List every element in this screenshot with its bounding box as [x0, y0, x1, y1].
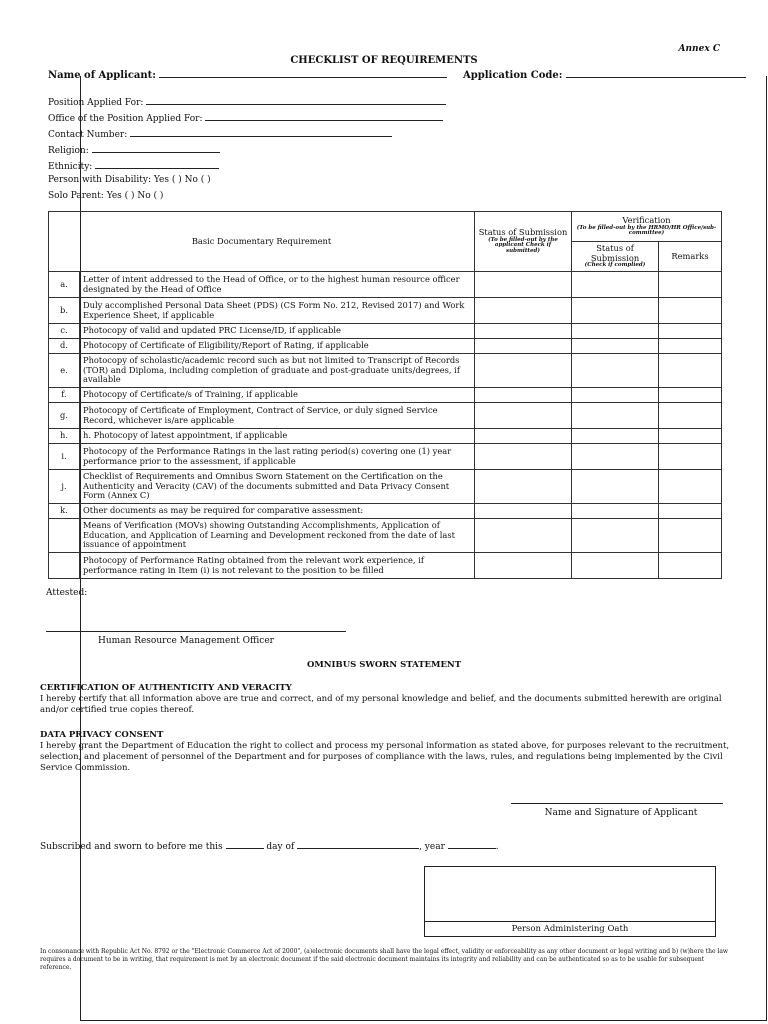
remarks-cell[interactable] [659, 324, 722, 339]
status-cell[interactable] [475, 553, 572, 579]
header-verification [572, 212, 722, 242]
header-remarks: Remarks [659, 242, 722, 272]
remarks-cell[interactable] [659, 339, 722, 354]
row-letter: e. [49, 354, 80, 388]
row-letter: j. [49, 470, 80, 504]
remarks-cell[interactable] [659, 519, 722, 553]
table-row [49, 339, 722, 354]
table-row [49, 519, 722, 553]
cav-title: CERTIFICATION OF AUTHENTICITY AND VERACITY [40, 683, 292, 693]
status-cell[interactable] [475, 519, 572, 553]
day-input[interactable] [226, 839, 264, 849]
status-cell[interactable] [475, 403, 572, 429]
table-row [49, 298, 722, 324]
status-cell[interactable] [475, 388, 572, 403]
footnote: In consonance with Republic Act No. 8792 or the "Electronic Commerce Act of 2000", (a)electronic documents shall have the legal effect, validity or enforceability as any other document or legal writing and b) (w)here the law requires a document to be in writing, that requirement is met by an electronic document if the said electronic document maintains its integrity and reliability and can be authenticated so as to be usable for subsequent reference. [40, 948, 729, 971]
subscribed-text: day of [266, 842, 295, 852]
verification-cell[interactable] [572, 298, 659, 324]
applicant-name-label: Name of Applicant: [48, 70, 156, 81]
table-row [49, 388, 722, 403]
table-row [49, 272, 722, 298]
application-code-label: Application Code: [463, 70, 563, 81]
verification-cell[interactable] [572, 429, 659, 444]
status-cell[interactable] [475, 444, 572, 470]
row-letter: g. [49, 403, 80, 429]
verification-cell[interactable] [572, 403, 659, 429]
application-code-row [463, 68, 746, 81]
annex-label: Annex C [678, 44, 720, 54]
table-row [49, 324, 722, 339]
status-cell[interactable] [475, 298, 572, 324]
applicant-signature-line[interactable] [511, 803, 723, 804]
ethnicity-input[interactable] [95, 159, 219, 169]
table-header-row [49, 212, 722, 242]
header-status [475, 212, 572, 272]
application-code-field[interactable] [566, 68, 746, 78]
remarks-cell[interactable] [659, 272, 722, 298]
page-title: CHECKLIST OF REQUIREMENTS [290, 55, 478, 66]
row-text: Photocopy of Performance Rating obtained from the relevant work experience, if performance rating in Item (i) is not relevant to the position to be filled [80, 553, 475, 579]
table-row [49, 403, 722, 429]
contact-input[interactable] [130, 127, 392, 137]
row-letter [49, 553, 80, 579]
field-ethnicity [48, 159, 219, 172]
position-input[interactable] [146, 95, 446, 105]
verification-cell[interactable] [572, 519, 659, 553]
dpc-text: I hereby grant the Department of Education the right to collect and process my personal information as stated above, for purposes relevant to the recruitment, selection, and placement of personnel of the Department and for purposes of compliance with the laws, rules, and regulations being implemented by the Civil Service Commission. [40, 741, 730, 774]
applicant-name-row [48, 68, 447, 81]
verification-cell[interactable] [572, 339, 659, 354]
row-text: Photocopy of Certificate/s of Training, if applicable [80, 388, 475, 403]
row-letter: k. [49, 504, 80, 519]
row-letter: d. [49, 339, 80, 354]
subscribed-line: Subscribed and sworn to before me this day of , year . [40, 839, 499, 852]
header-verification-label: Verification [622, 214, 671, 225]
table-row [49, 470, 722, 504]
field-office [48, 111, 443, 124]
verification-cell[interactable] [572, 354, 659, 388]
remarks-cell[interactable] [659, 298, 722, 324]
table-row [49, 504, 722, 519]
table-row [49, 444, 722, 470]
remarks-cell[interactable] [659, 444, 722, 470]
cav-text: I hereby certify that all information above are true and correct, and of my personal knowledge and belief, and the documents submitted herewith are original and/or certified true copies thereof. [40, 694, 722, 716]
header-requirement: Basic Documentary Requirement [49, 212, 475, 272]
status-cell[interactable] [475, 324, 572, 339]
dpc-title: DATA PRIVACY CONSENT [40, 730, 164, 740]
subscribed-text: , year [419, 842, 445, 852]
applicant-name-field[interactable] [159, 68, 447, 78]
verification-cell[interactable] [572, 324, 659, 339]
header-ver-status [572, 242, 659, 272]
year-input[interactable] [448, 839, 496, 849]
row-letter: a. [49, 272, 80, 298]
row-text: Photocopy of Certificate of Employment, Contract of Service, or duly signed Service Record, whichever is/are applicable [80, 403, 475, 429]
verification-cell[interactable] [572, 444, 659, 470]
status-cell[interactable] [475, 354, 572, 388]
oath-label: Person Administering Oath [424, 921, 716, 937]
omnibus-title: OMNIBUS SWORN STATEMENT [306, 660, 462, 670]
header-ver-status-label: Status of Submission [590, 243, 640, 263]
status-cell[interactable] [475, 339, 572, 354]
field-solo-parent[interactable]: Solo Parent: Yes ( ) No ( ) [48, 191, 164, 201]
row-text: Photocopy of scholastic/academic record such as but not limited to Transcript of Records (TOR) and Diploma, including completion of graduate and post-graduate units/degrees, if available [80, 354, 475, 388]
header-ver-status-note: (Check if complied) [584, 262, 646, 269]
row-text: Photocopy of the Performance Ratings in the last rating period(s) covering one (1) year performance prior to the assessment, if applicable [80, 444, 475, 470]
month-input[interactable] [297, 839, 419, 849]
field-religion [48, 143, 220, 156]
signature-label: Name and Signature of Applicant [544, 808, 698, 818]
row-text: Checklist of Requirements and Omnibus Sworn Statement on the Certification on the Authenticity and Veracity (CAV) of the documents submitted and Data Privacy Consent Form (Annex C) [80, 470, 475, 504]
field-pwd[interactable]: Person with Disability: Yes ( ) No ( ) [48, 175, 211, 185]
table-row [49, 429, 722, 444]
row-letter: c. [49, 324, 80, 339]
row-text: h. Photocopy of latest appointment, if applicable [80, 429, 475, 444]
verification-cell[interactable] [572, 553, 659, 579]
field-label: Ethnicity: [48, 162, 93, 172]
verification-cell[interactable] [572, 504, 659, 519]
field-label: Position Applied For: [48, 98, 144, 108]
status-cell[interactable] [475, 429, 572, 444]
office-input[interactable] [205, 111, 443, 121]
row-text: Means of Verification (MOVs) showing Outstanding Accomplishments, Application of Education, and Application of Learning and Development reckoned from the date of last issuance of appointment [80, 519, 475, 553]
status-cell[interactable] [475, 272, 572, 298]
field-label: Religion: [48, 146, 89, 156]
row-text: Other documents as may be required for comparative assessment: [80, 504, 475, 519]
field-position [48, 95, 446, 108]
remarks-cell[interactable] [659, 403, 722, 429]
remarks-cell[interactable] [659, 470, 722, 504]
remarks-cell[interactable] [659, 354, 722, 388]
table-row [49, 354, 722, 388]
status-cell[interactable] [475, 504, 572, 519]
remarks-cell[interactable] [659, 504, 722, 519]
requirements-table [48, 211, 722, 579]
row-text: Duly accomplished Personal Data Sheet (PDS) (CS Form No. 212, Revised 2017) and Work Experience Sheet, if applicable [80, 298, 475, 324]
hrmo-signature-line[interactable] [46, 631, 346, 632]
row-letter: f. [49, 388, 80, 403]
field-contact [48, 127, 392, 140]
field-label: Office of the Position Applied For: [48, 114, 203, 124]
subscribed-text: Subscribed and sworn to before me this [40, 842, 223, 852]
hrmo-label: Human Resource Management Officer [98, 636, 274, 646]
remarks-cell[interactable] [659, 388, 722, 403]
verification-cell[interactable] [572, 388, 659, 403]
row-text: Photocopy of valid and updated PRC License/ID, if applicable [80, 324, 475, 339]
row-text: Letter of intent addressed to the Head of Office, or to the highest human resource officer designated by the Head of Office [80, 272, 475, 298]
verification-cell[interactable] [572, 272, 659, 298]
verification-cell[interactable] [572, 470, 659, 504]
remarks-cell[interactable] [659, 553, 722, 579]
religion-input[interactable] [92, 143, 220, 153]
attested-label: Attested: [46, 588, 88, 598]
remarks-cell[interactable] [659, 429, 722, 444]
row-text: Photocopy of Certificate of Eligibility/Report of Rating, if applicable [80, 339, 475, 354]
field-label: Contact Number: [48, 130, 128, 140]
status-cell[interactable] [475, 470, 572, 504]
table-row [49, 553, 722, 579]
row-letter: b. [49, 298, 80, 324]
row-letter: i. [49, 444, 80, 470]
header-status-note: (To be filled-out by the applicant Check if submitted) [488, 236, 558, 255]
header-verification-note: (To be filled-out by the HRMO/HR Office/sub-committee) [576, 224, 717, 237]
header-status-label: Status of Submission [478, 227, 568, 238]
row-letter: h. [49, 429, 80, 444]
row-letter [49, 519, 80, 553]
